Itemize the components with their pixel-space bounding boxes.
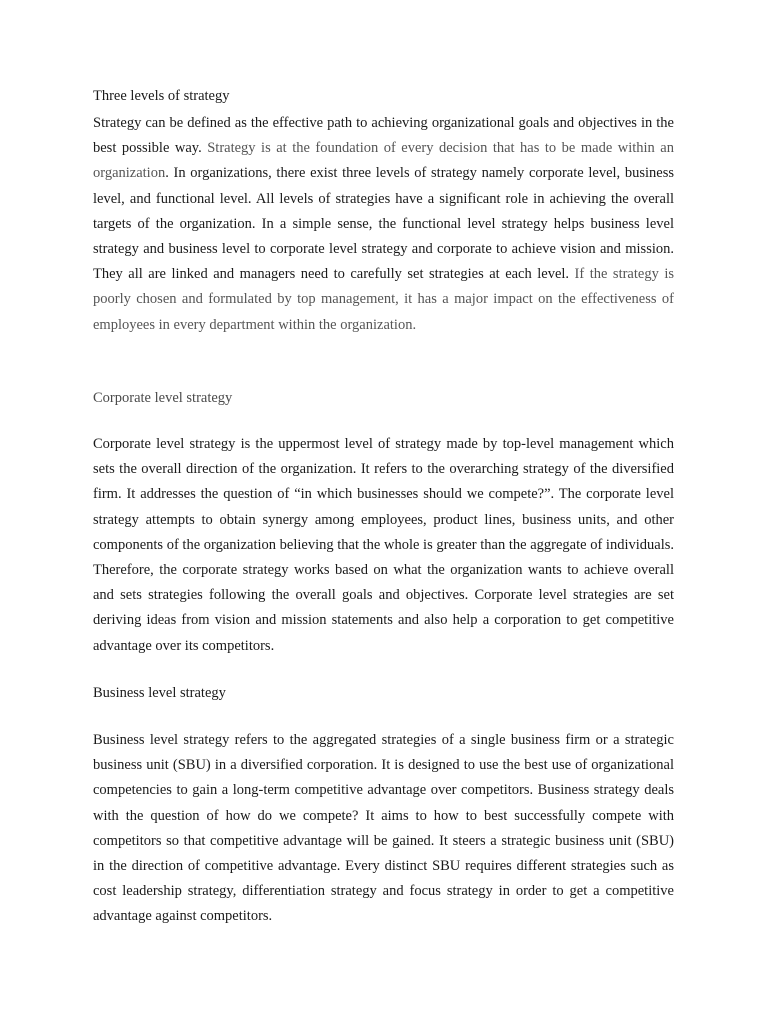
business-paragraph: Business level strategy refers to the aggregated strategies of a single business firm or a strategic business unit (SBU) in a diversified corporation. It is designed to use the best use of organizational competencies to gain a long-term competitive advantage over competitors. Business strategy deals with the question of how do we compete? It aims to how to best successfully compete with competitors so that competitive advantage will be gained. It steers a strategic business unit (SBU) in the direction of competitive advantage. Every distinct SBU requires different strategies such as cost leadership strategy, differentiation strategy and focus strategy in order to get a competitive advantage against competitors.	[93, 732, 674, 925]
corporate-paragraph: Corporate level strategy is the uppermost level of strategy made by top-level management which sets the overall direction of the organization. It refers to the overarching strategy of the diversified firm. It addresses the question of “in which businesses should we compete?”. The corporate level strategy attempts to obtain synergy among employees, product lines, business units, and other components of the organization believing that the whole is greater than the aggregate of individuals. Therefore, the corporate strategy works based on what the organization wants to achieve overall and sets strategies following the overall goals and objectives. Corporate level strategies are set deriving ideas from vision and mission statements and also help a corporation to get competitive advantage over its competitors.	[93, 436, 674, 654]
intro-paragraph	[93, 111, 674, 338]
business-heading: Business level strategy	[93, 685, 226, 701]
intro-text-part4: If the strategy is poorly chosen and formulated by top management, it has a major impact on the effectiveness of employees in every department within the organization.	[93, 266, 674, 333]
intro-text-part2: Strategy is at the foundation of every decision that has to be made within an organization	[93, 140, 674, 182]
corporate-heading: Corporate level strategy	[93, 390, 233, 406]
document-title: Three levels of strategy	[93, 88, 230, 104]
intro-text-part3: . In organizations, there exist three levels of strategy namely corporate level, business level, and functional level. All levels of strategies have a significant role in achieving the overall targets of the organization. In a simple sense, the functional level strategy helps business level strategy and business level to corporate level strategy and corporate to achieve vision and mission. They all are linked and managers need to carefully set strategies at each level.	[93, 165, 674, 283]
intro-text-part1: Strategy can be defined as the effective path to achieving organizational goals and objectives in the best possible way.	[93, 115, 674, 157]
